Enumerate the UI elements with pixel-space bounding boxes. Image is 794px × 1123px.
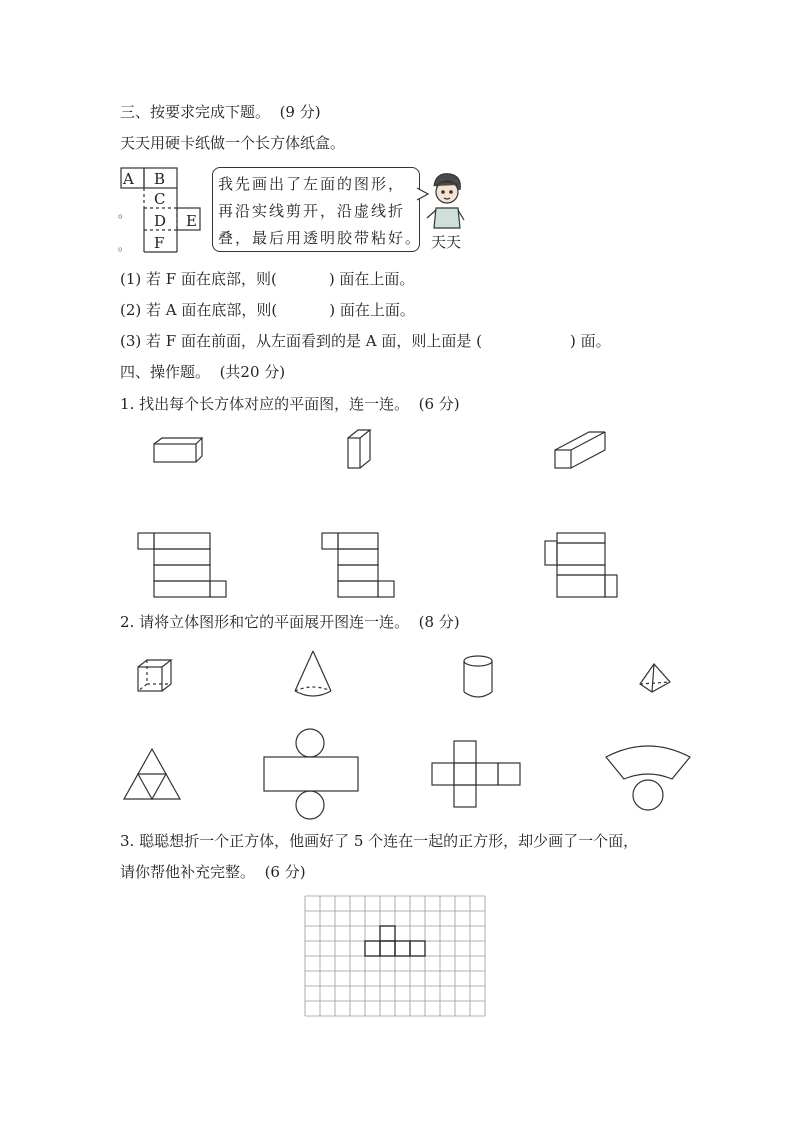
net-label-b: B: [154, 170, 166, 188]
net-label-e: E: [186, 212, 197, 230]
net-label-f: F: [154, 234, 165, 252]
net-label-d: D: [154, 212, 167, 230]
cylinder-net: [262, 727, 362, 823]
question-3: (3) 若 F 面在前面，从左面看到的是 A 面，则上面是 ( ) 面。: [120, 332, 611, 350]
cuboid-net-1: [136, 531, 232, 601]
pyramid-solid: [638, 662, 674, 696]
problem-3-line1: 3. 聪聪想折一个正方体，他画好了 5 个连在一起的正方形，却少画了一个面，: [120, 832, 639, 850]
section3-intro: 天天用硬卡纸做一个长方体纸盒。: [120, 134, 346, 152]
cylinder-solid: [462, 654, 496, 700]
net-label-a: A: [123, 170, 134, 188]
problem-2: 2. 请将立体图形和它的平面展开图连一连。 (8 分): [120, 613, 460, 631]
cuboid-long: [553, 430, 609, 472]
square-grid[interactable]: [305, 896, 489, 1022]
speaker-name: 天天: [431, 233, 462, 251]
cuboid-net-2: [320, 531, 410, 601]
dot-mark: 。: [118, 239, 131, 253]
boy-character-icon: [424, 170, 468, 232]
cuboid-flat: [152, 436, 204, 466]
problem-3-line2: 请你帮他补充完整。 (6 分): [120, 863, 306, 881]
problem-1: 1. 找出每个长方体对应的平面图，连一连。 (6 分): [120, 395, 460, 413]
tetrahedron-net: [122, 747, 184, 803]
cuboid-tall: [346, 428, 376, 472]
dot-mark: 。: [118, 206, 131, 220]
cuboid-net-3: [543, 531, 633, 601]
cube-solid: [136, 658, 176, 694]
net-label-c: C: [154, 190, 166, 208]
cube-net: [430, 739, 526, 813]
question-1: (1) 若 F 面在底部，则( ) 面在上面。: [120, 270, 415, 288]
cone-solid: [292, 649, 334, 701]
section4-heading: 四、操作题。 (共20 分): [120, 363, 286, 381]
question-2: (2) 若 A 面在底部，则( ) 面在上面。: [120, 301, 415, 319]
speech-text: 我先画出了左面的图形， 再沿实线剪开，沿虚线折 叠，最后用透明胶带粘好。: [218, 175, 423, 247]
cone-net: [604, 741, 694, 815]
section3-heading: 三、按要求完成下题。 (9 分): [120, 103, 321, 121]
